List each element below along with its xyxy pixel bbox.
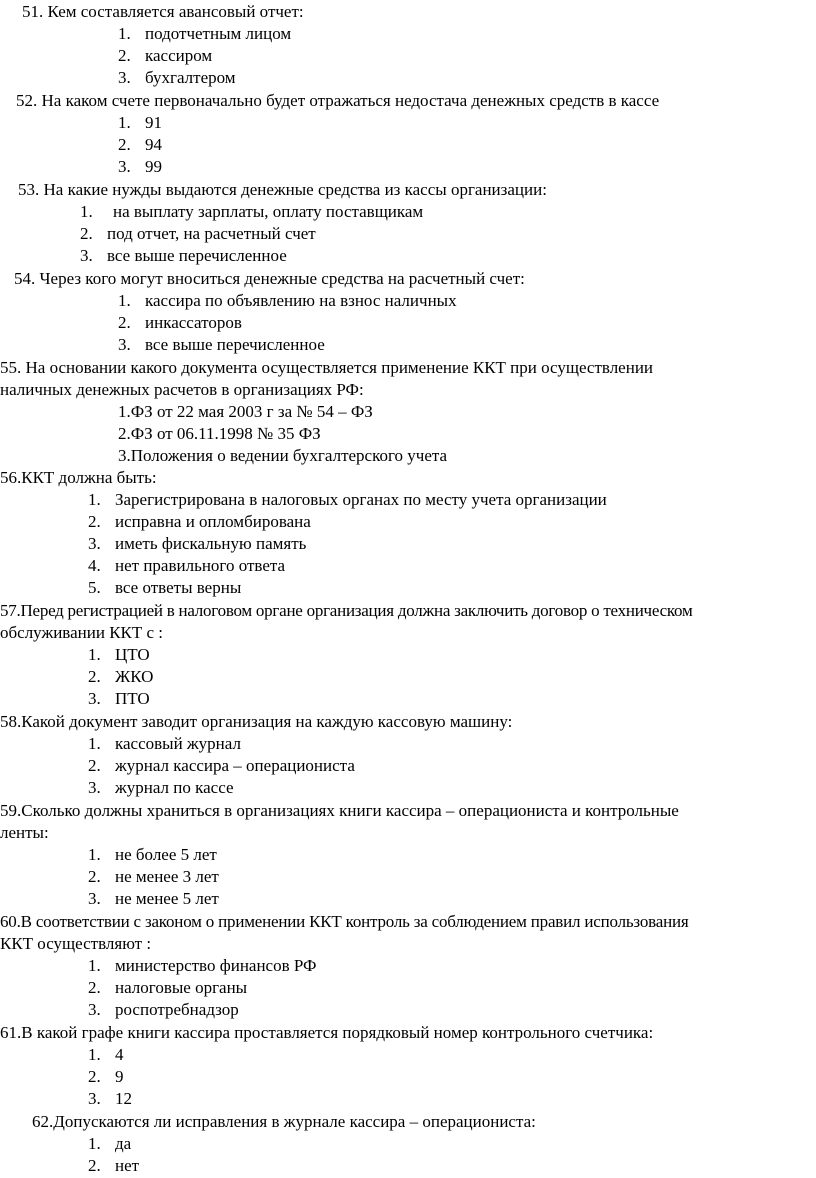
- option-number: 1.: [80, 202, 93, 221]
- option-number: 1.: [88, 490, 101, 509]
- option-number: 2.: [88, 1156, 101, 1175]
- option-text: все ответы верны: [115, 578, 242, 597]
- option-text: Зарегистрирована в налоговых органах по месту учета организации: [115, 490, 607, 509]
- option-number: 1.: [88, 845, 101, 864]
- question-57: 57.Перед регистрацией в налоговом органе организация должна заключить договор о техническом: [0, 601, 693, 620]
- option-text: да: [115, 1134, 132, 1153]
- option-number: 2.: [118, 313, 131, 332]
- question-54: 54. Через кого могут вноситься денежные средства на расчетный счет:: [14, 269, 525, 288]
- option-text: не менее 3 лет: [115, 867, 219, 886]
- option-number: 1.: [88, 645, 101, 664]
- option-text: исправна и опломбирована: [115, 512, 311, 531]
- option-number: 3.: [88, 534, 101, 553]
- option-number: 3.: [88, 1089, 101, 1108]
- option-text: ЦТО: [115, 645, 150, 664]
- option-number: 1.: [88, 734, 101, 753]
- option-number: 1.: [118, 291, 131, 310]
- option-text: не менее 5 лет: [115, 889, 219, 908]
- option-text: все выше перечисленное: [107, 246, 287, 265]
- option-text: журнал кассира – операциониста: [115, 756, 355, 775]
- option-number: 3.: [118, 157, 131, 176]
- option-text: 91: [145, 113, 162, 132]
- option-number: 5.: [88, 578, 101, 597]
- option-text: не более 5 лет: [115, 845, 217, 864]
- option-text: нет: [115, 1156, 140, 1175]
- option-number: 1.: [118, 113, 131, 132]
- option-text: все выше перечисленное: [145, 335, 325, 354]
- option-text: кассиром: [145, 46, 213, 65]
- option-number: 2.: [88, 867, 101, 886]
- option-number: 3.: [88, 889, 101, 908]
- option-text: иметь фискальную память: [115, 534, 307, 553]
- option-text: на выплату зарплаты, оплату поставщикам: [113, 202, 424, 221]
- option-number: 3.: [88, 689, 101, 708]
- option-number: 1.: [88, 1045, 101, 1064]
- option-number: 2.: [88, 667, 101, 686]
- option-text: подотчетным лицом: [145, 24, 292, 43]
- option-number: 2.: [88, 1067, 101, 1086]
- option-number: 2.: [80, 224, 93, 243]
- option-text: ЖКО: [115, 667, 154, 686]
- question-60-cont: ККТ осуществляют :: [0, 934, 152, 953]
- option-text: 1.ФЗ от 22 мая 2003 г за № 54 – ФЗ: [118, 402, 373, 421]
- question-59-cont: ленты:: [0, 823, 49, 842]
- option-text: 9: [115, 1067, 124, 1086]
- option-text: 12: [115, 1089, 132, 1108]
- option-text: 2.ФЗ от 06.11.1998 № 35 ФЗ: [118, 424, 321, 443]
- option-number: 3.: [118, 68, 131, 87]
- option-number: 4.: [88, 556, 101, 575]
- option-text: нет правильного ответа: [115, 556, 286, 575]
- option-number: 2.: [118, 46, 131, 65]
- question-60: 60.В соответствии с законом о применении ККТ контроль за соблюдением правил использования: [0, 912, 689, 931]
- option-text: кассовый журнал: [115, 734, 241, 753]
- question-52: 52. На каком счете первоначально будет отражаться недостача денежных средств в кассе: [16, 91, 660, 110]
- question-55-cont: наличных денежных расчетов в организациях РФ:: [0, 380, 364, 399]
- question-58: 58.Какой документ заводит организация на каждую кассовую машину:: [0, 712, 513, 731]
- question-56: 56.ККТ должна быть:: [0, 468, 157, 487]
- option-text: кассира по объявлению на взнос наличных: [145, 291, 457, 310]
- option-text: под отчет, на расчетный счет: [107, 224, 316, 243]
- question-57-cont: обслуживании ККТ с :: [0, 623, 164, 642]
- option-number: 2.: [118, 135, 131, 154]
- option-text: ПТО: [115, 689, 150, 708]
- question-59: 59.Сколько должны храниться в организациях книги кассира – операциониста и контрольные: [0, 801, 679, 820]
- option-text: 4: [115, 1045, 124, 1064]
- option-number: 1.: [88, 1134, 101, 1153]
- question-53: 53. На какие нужды выдаются денежные средства из кассы организации:: [18, 180, 547, 199]
- option-text: 94: [145, 135, 162, 154]
- question-51: 51. Кем составляется авансовый отчет:: [22, 2, 304, 21]
- option-text: 3.Положения о ведении бухгалтерского учета: [118, 446, 448, 465]
- option-number: 3.: [88, 1000, 101, 1019]
- option-number: 1.: [118, 24, 131, 43]
- option-text: налоговые органы: [115, 978, 248, 997]
- option-text: журнал по кассе: [115, 778, 234, 797]
- option-number: 1.: [88, 956, 101, 975]
- option-text: министерство финансов РФ: [115, 956, 317, 975]
- option-number: 2.: [88, 978, 101, 997]
- option-number: 3.: [88, 778, 101, 797]
- option-number: 3.: [118, 335, 131, 354]
- option-text: роспотребнадзор: [115, 1000, 239, 1019]
- option-text: 99: [145, 157, 162, 176]
- question-62: 62.Допускаются ли исправления в журнале кассира – операциониста:: [32, 1112, 536, 1131]
- option-text: инкассаторов: [145, 313, 242, 332]
- option-number: 2.: [88, 512, 101, 531]
- question-55: 55. На основании какого документа осуществляется применение ККТ при осуществлении: [0, 358, 654, 377]
- question-61: 61.В какой графе книги кассира проставляется порядковый номер контрольного счетчика:: [0, 1023, 654, 1042]
- option-number: 2.: [88, 756, 101, 775]
- option-text: бухгалтером: [145, 68, 236, 87]
- option-number: 3.: [80, 246, 93, 265]
